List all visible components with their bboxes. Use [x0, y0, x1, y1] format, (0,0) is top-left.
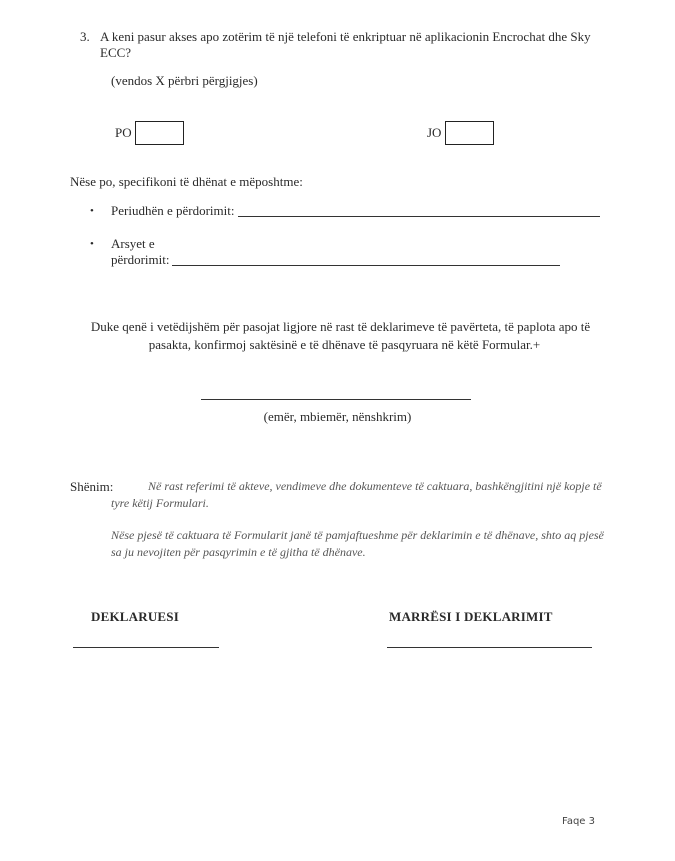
declaration-line-1: Duke qenë i vetëdijshëm për pasojat ligjore në rast të deklarimeve të pavërteta, të paplota apo të: [90, 319, 591, 334]
declarant-heading: DEKLARUESI: [91, 609, 179, 624]
question-hint: (vendos X përbri përgjigjes): [111, 73, 258, 88]
question-text: A keni pasur akses apo zotërim të një telefoni të enkriptuar në aplikacionin Encrochat dhe Sky ECC?: [100, 29, 591, 60]
option-yes-checkbox[interactable]: [135, 121, 184, 145]
details-intro: Nëse po, specifikoni të dhënat e mëposhtme:: [70, 174, 303, 189]
note-text-1: Në rast referimi të akteve, vendimeve dhe dokumenteve të caktuara, bashkëngjitini një kopje të tyre këtij Formulari.: [111, 479, 602, 510]
recipient-heading: MARRËSI I DEKLARIMIT: [389, 609, 553, 624]
declaration-line-2: pasakta, konfirmoj saktësinë e të dhënave të pasqyruara në këtë Formular.+: [148, 337, 541, 352]
note-text-2: Nëse pjesë të caktuara të Formularit janë të pamjaftueshme për deklarimin e të dhënave, shto aq pjesë sa ju nevojiten për pasqyrimin e të gjitha të dhënave.: [111, 528, 604, 559]
question-number: 3.: [80, 29, 90, 44]
reasons-label-line2: përdorimit:: [111, 252, 170, 267]
reasons-input-line[interactable]: [172, 265, 560, 266]
option-no-label: JO: [427, 125, 442, 140]
note-label: Shënim:: [70, 479, 114, 494]
declaration-text: [0, 318, 675, 354]
recipient-signature-line[interactable]: [387, 647, 592, 648]
option-no-checkbox[interactable]: [445, 121, 494, 145]
reasons-label-line1: Arsyet e: [111, 236, 155, 251]
period-input-line[interactable]: [238, 216, 600, 217]
bullet-icon: •: [90, 238, 94, 250]
page-number: Faqe 3: [561, 816, 595, 827]
signature-line[interactable]: [201, 399, 471, 400]
signature-caption: (emër, mbiemër, nënshkrim): [263, 409, 412, 424]
bullet-icon: •: [90, 205, 94, 217]
option-yes-label: PO: [115, 125, 132, 140]
declarant-signature-line[interactable]: [73, 647, 219, 648]
period-label: Periudhën e përdorimit:: [111, 203, 235, 218]
